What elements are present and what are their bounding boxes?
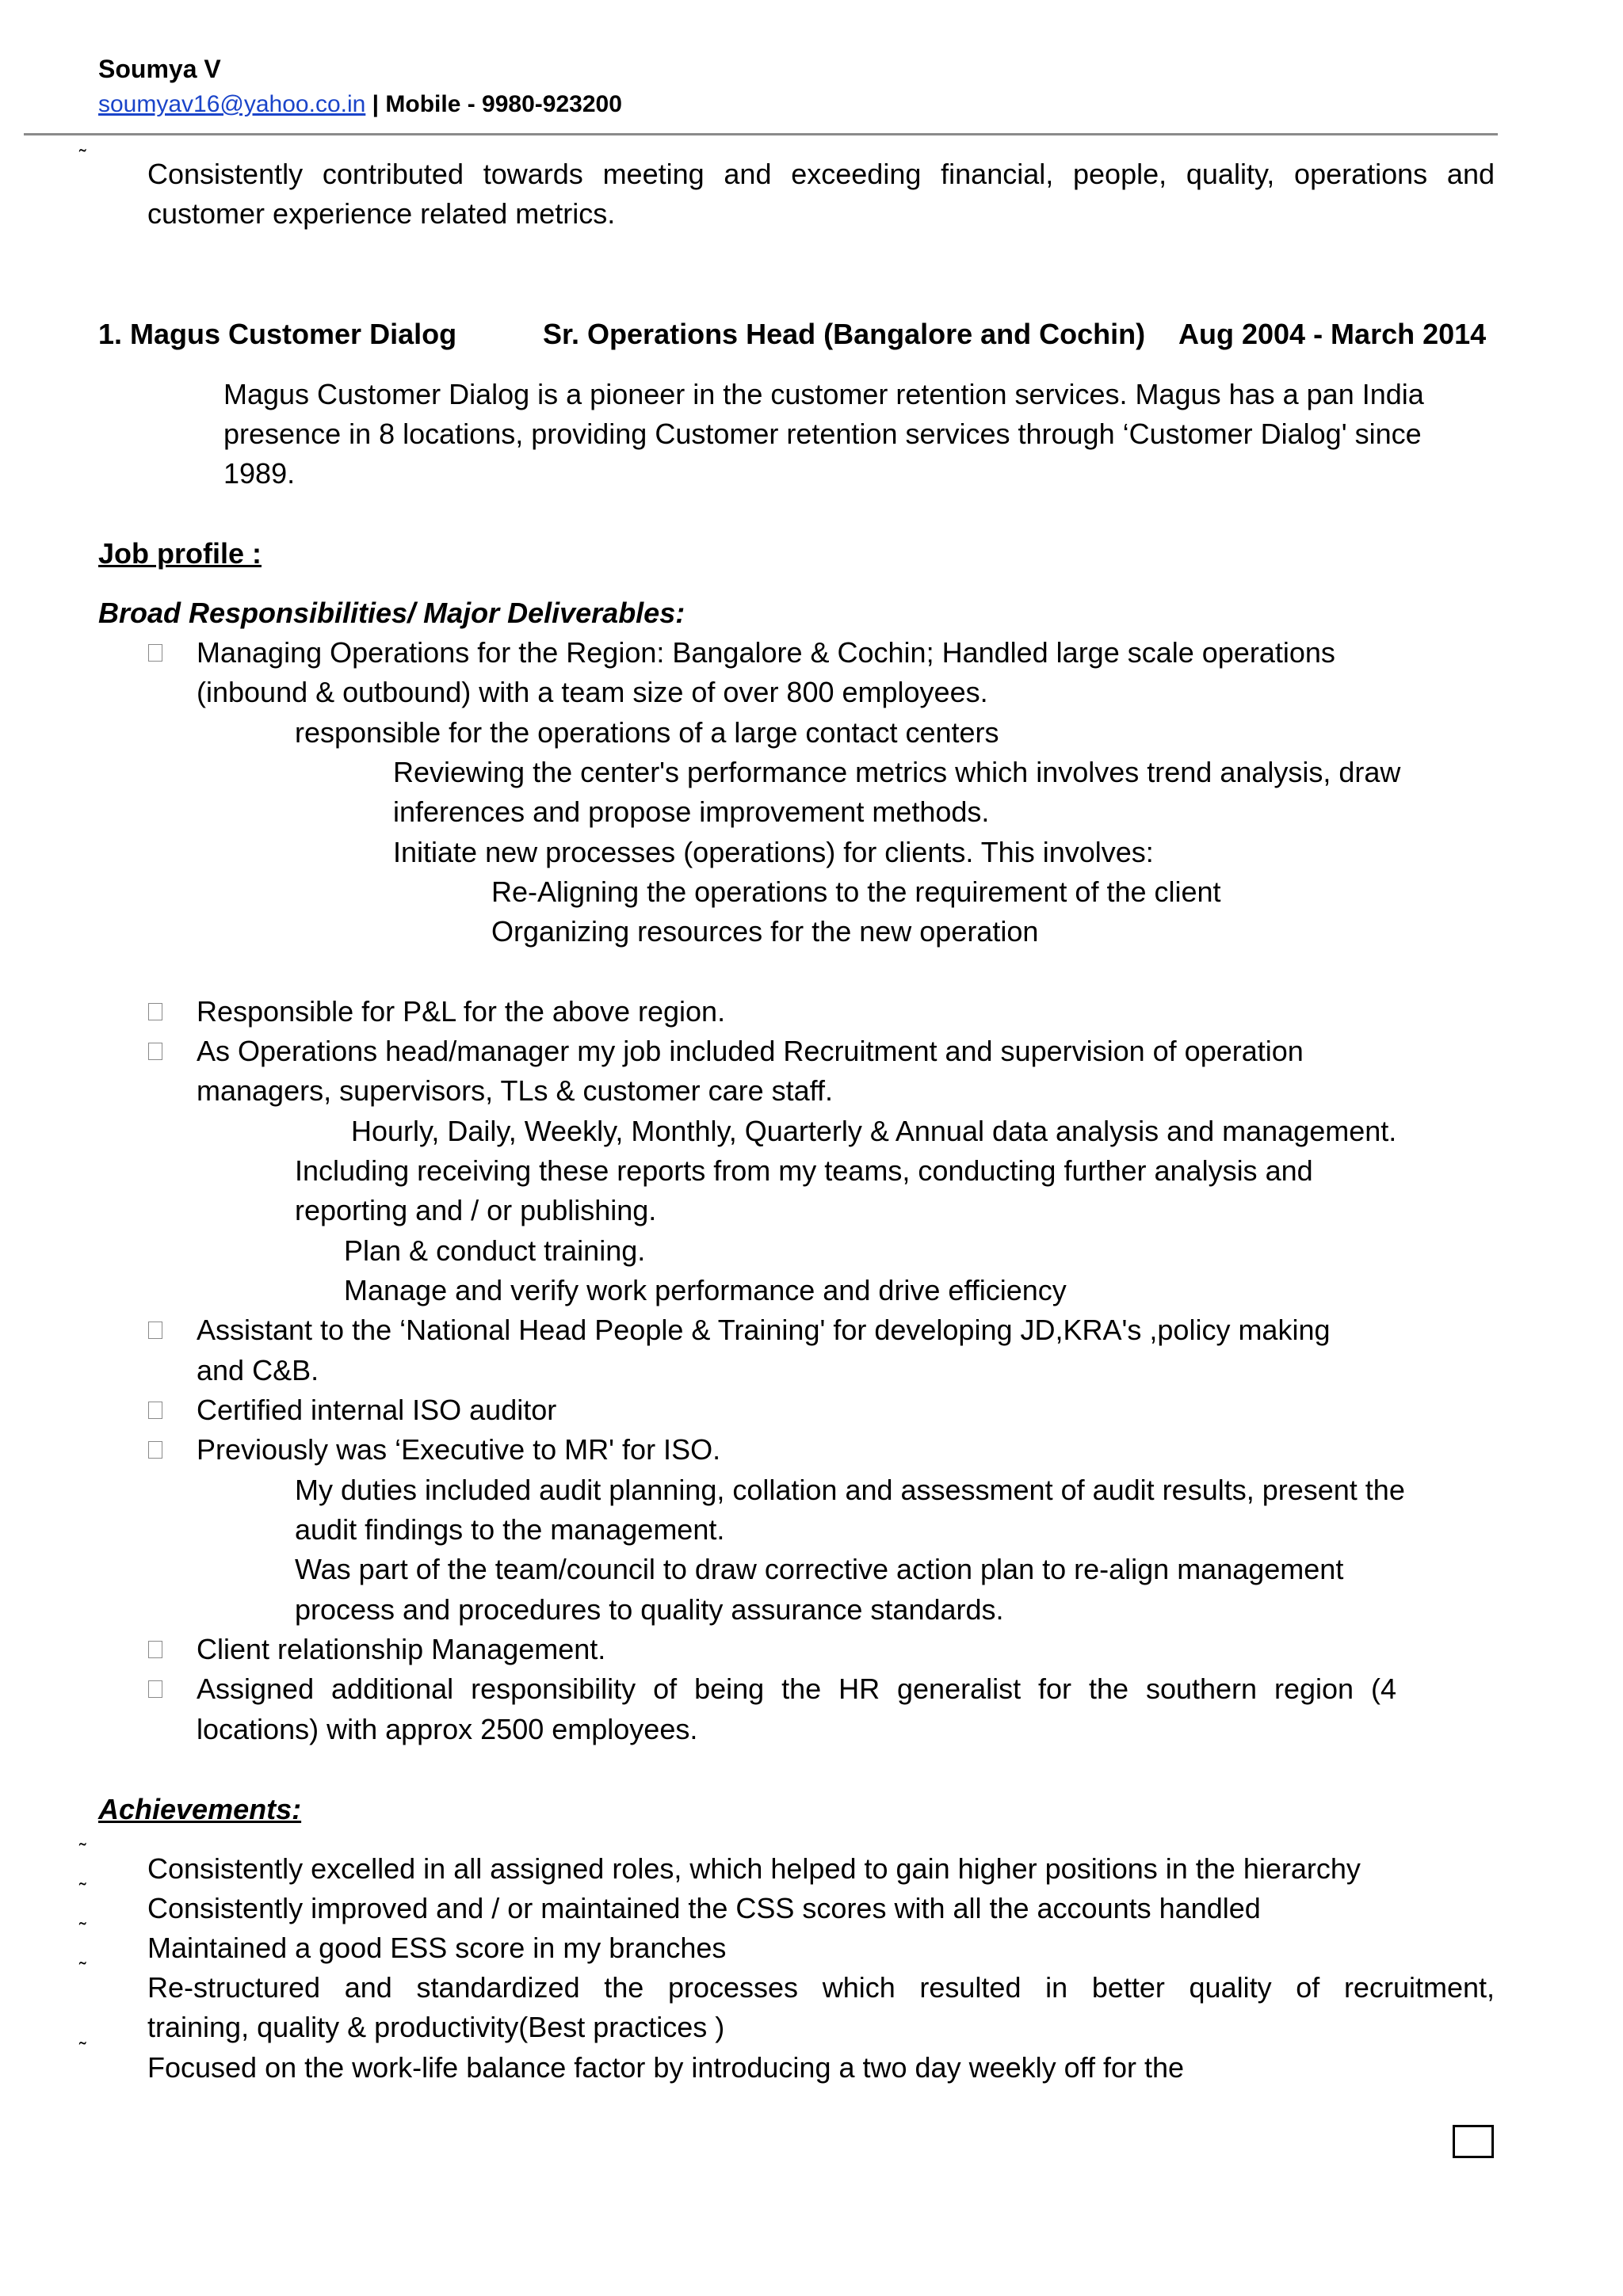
responsibilities-heading: Broad Responsibilities/ Major Deliverables: <box>98 597 685 629</box>
checkbox-bullet-icon <box>148 1441 162 1459</box>
contact-line <box>98 85 622 124</box>
tilde-bullet-icon: ˜ <box>79 145 86 169</box>
resp-sub-5: Organizing resources for the new operation <box>491 915 1039 948</box>
checkbox-bullet-icon <box>148 1003 162 1020</box>
tilde-bullet-icon: ˜ <box>79 1878 86 1902</box>
resp-sub-3: Initiate new processes (operations) for clients. This involves: <box>393 836 1154 868</box>
resp-sub-11-line-1: Was part of the team/council to draw corrective action plan to re-align management <box>295 1553 1344 1585</box>
resp-sub-8: Plan & conduct training. <box>344 1234 646 1267</box>
company-desc-line-3: 1989. <box>223 457 296 490</box>
intro-line-2: customer experience related metrics. <box>147 197 616 230</box>
resp-sub-4: Re-Aligning the operations to the requirement of the client <box>491 875 1221 908</box>
resp-3-line-2: managers, supervisors, TLs & customer care staff. <box>197 1074 833 1107</box>
resp-2: Responsible for P&L for the above region. <box>197 995 726 1028</box>
tilde-bullet-icon: ˜ <box>79 2038 86 2061</box>
tilde-bullet-icon: ˜ <box>79 1958 86 1981</box>
checkbox-bullet-icon <box>148 644 162 662</box>
company-desc-line-1: Magus Customer Dialog is a pioneer in the customer retention services. Magus has a pan India <box>223 378 1424 410</box>
resp-sub-7-line-1: Including receiving these reports from my teams, conducting further analysis and <box>295 1154 1313 1187</box>
tilde-bullet-icon: ˜ <box>79 1918 86 1942</box>
resp-4-line-2: and C&B. <box>197 1354 319 1386</box>
checkbox-bullet-icon <box>148 1322 162 1339</box>
contact-separator: | <box>365 91 386 117</box>
achievement-3: Maintained a good ESS score in my branches <box>147 1932 727 1964</box>
checkbox-bullet-icon <box>148 1402 162 1419</box>
resp-1-line-1: Managing Operations for the Region: Bangalore & Cochin; Handled large scale operations <box>197 636 1335 669</box>
email-link[interactable]: soumyav16@yahoo.co.in <box>98 91 366 117</box>
company-desc-line-2: presence in 8 locations, providing Customer retention services through ‘Customer Dialog' since <box>223 418 1422 450</box>
resp-5: Certified internal ISO auditor <box>197 1394 557 1426</box>
achievements-heading: Achievements: <box>98 1793 302 1825</box>
resp-sub-7-line-2: reporting and / or publishing. <box>295 1194 657 1226</box>
resp-sub-11-line-2: process and procedures to quality assurance standards. <box>295 1593 1004 1626</box>
resp-8-line-1: Assigned additional responsibility of being the HR generalist for the southern region (4 <box>197 1672 1396 1705</box>
mobile-number: Mobile - 9980-923200 <box>385 91 622 117</box>
job-profile-heading: Job profile : <box>98 537 262 570</box>
achievement-5: Focused on the work-life balance factor by introducing a two day weekly off for the <box>147 2051 1185 2084</box>
achievement-4-line-1: Re-structured and standardized the processes which resulted in better quality of recruitment, <box>147 1971 1495 2004</box>
header-divider <box>24 133 1498 135</box>
candidate-name: Soumya V <box>98 55 221 83</box>
job-dates: Aug 2004 - March 2014 <box>1178 318 1487 350</box>
resp-sub-6: Hourly, Daily, Weekly, Monthly, Quarterly & Annual data analysis and management. <box>351 1115 1397 1147</box>
resp-sub-10-line-2: audit findings to the management. <box>295 1513 725 1546</box>
footer-box <box>1453 2125 1494 2158</box>
resp-3-line-1: As Operations head/manager my job included Recruitment and supervision of operation <box>197 1035 1304 1067</box>
intro-line-1: Consistently contributed towards meeting and exceeding financial, people, quality, operations and <box>147 158 1495 190</box>
checkbox-bullet-icon <box>148 1680 162 1698</box>
achievement-4-line-2: training, quality & productivity(Best practices ) <box>147 2011 725 2043</box>
resp-sub-9: Manage and verify work performance and drive efficiency <box>344 1274 1067 1306</box>
achievement-1: Consistently excelled in all assigned roles, which helped to gain higher positions in the hierarchy <box>147 1852 1361 1885</box>
resp-sub-1: responsible for the operations of a large contact centers <box>295 716 999 749</box>
job-title: Sr. Operations Head (Bangalore and Cochin) <box>543 318 1146 350</box>
resp-1-line-2: (inbound & outbound) with a team size of over 800 employees. <box>197 676 988 708</box>
checkbox-bullet-icon <box>148 1043 162 1060</box>
resp-4-line-1: Assistant to the ‘National Head People & Training' for developing JD,KRA's ,policy making <box>197 1314 1331 1346</box>
resp-6: Previously was ‘Executive to MR' for ISO. <box>197 1433 721 1466</box>
company-name: 1. Magus Customer Dialog <box>98 318 457 350</box>
resp-7: Client relationship Management. <box>197 1633 606 1665</box>
tilde-bullet-icon: ˜ <box>79 1839 86 1863</box>
checkbox-bullet-icon <box>148 1641 162 1658</box>
resp-sub-2-line-1: Reviewing the center's performance metrics which involves trend analysis, draw <box>393 756 1401 788</box>
resp-sub-2-line-2: inferences and propose improvement methods. <box>393 795 990 828</box>
resp-8-line-2: locations) with approx 2500 employees. <box>197 1713 698 1745</box>
achievement-2: Consistently improved and / or maintained the CSS scores with all the accounts handled <box>147 1892 1261 1924</box>
resp-sub-10-line-1: My duties included audit planning, collation and assessment of audit results, present the <box>295 1474 1405 1506</box>
